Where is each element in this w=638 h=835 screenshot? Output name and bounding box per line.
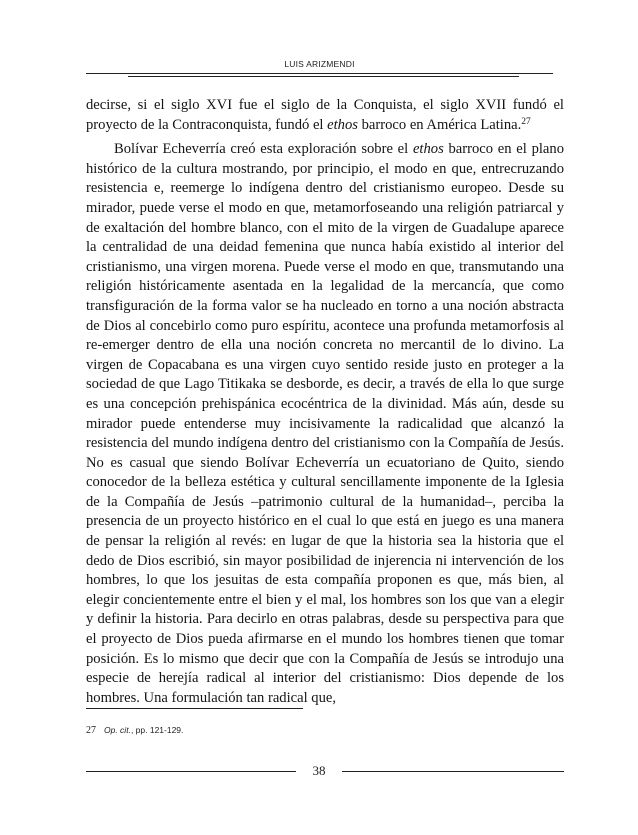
footer-rule-left — [86, 771, 296, 772]
paragraph-2-text-a: Bolívar Echeverría creó esta exploración sobre el — [114, 141, 413, 158]
footer-rule-right — [342, 771, 564, 772]
paragraph-1-emphasis: ethos — [327, 116, 358, 133]
header-rule-top — [86, 73, 553, 74]
page-number: 38 — [312, 763, 326, 778]
footnote-source: Op. cit. — [104, 725, 131, 735]
footnote-number: 27 — [86, 725, 96, 736]
running-header: LUIS ARIZMENDI — [284, 59, 355, 69]
footnote-rule — [86, 708, 303, 709]
body-text — [86, 96, 564, 708]
paragraph-2-text-b: barroco en el plano histórico de la cultura mostrando, por principio, el modo en que, entrecruzando resistencia e, reemerge lo indígena dentro del cristianismo europeo. Desde su mirador, puede verse el modo en que, metamorfoseando una religión patriarcal y de exaltación del hombre blanco, con el mito de la virgen de Guadalupe aparece la centralidad de una deidad femenina que nunca había existido al interior del cristianismo, una virgen morena. Puede verse el modo en que, transmutando una religión históricamente asentada en la legalidad de la mercancía, que como transfiguración de la forma valor se ha nucleado en torno a una noción abstracta de Dios al concebirlo como puro espíritu, acontece una profunda metamorfosis al re-emerger dentro de ella una noción concreta no mercantil de lo divino. La virgen de Copacabana es una virgen cuyo sentido reside justo en proteger a la sociedad de que Lago Titikaka se desborde, es decir, a través de ella lo que surge es una concepción prehispánica ecocéntrica de la divinidad. Más aún, desde su mirador puede entenderse muy incisivamente la radicalidad que alcanzó la resistencia del mundo indígena dentro del cristianismo con la Compañía de Jesús. No es casual que siendo Bolívar Echeverría un ecuatoriano de Quito, siendo conocedor de la belleza estética y cultural sencillamente imponente de la Iglesia de la Compañía de Jesús –patrimonio cultural de la humanidad–, perciba la presencia de un proyecto histórico en el cual lo que está en juego es una manera de pensar la religión al revés: en lugar de que la historia sea la historia que el dedo de Dios escribió, sin mayor posibilidad de injerencia ni intervención de los hombres, lo que los jesuitas de esta compañía proponen es que, más bien, al elegir concientemente entre el bien y el mal, los hombres son los que van a elegir y definir la historia. Para decirlo en otras palabras, desde su perspectiva para que el proyecto de Dios pueda afirmarse en el mundo los hombres tienen que tomar posición. Es lo mismo que decir que con la Compañía de Jesús se introdujo una especie de herejía radical al interior del cristianismo: Dios depende de los hombres. Una formulación tan radical que, — [86, 141, 565, 706]
paragraph-1-text-b: barroco en América Latina. — [357, 116, 522, 133]
footnote — [86, 725, 556, 736]
footnote-reference[interactable]: 27 — [521, 116, 531, 127]
header-rule-bottom — [128, 76, 519, 77]
paragraph-2-emphasis: ethos — [412, 141, 444, 158]
paragraph-1 — [86, 96, 564, 135]
paragraph-1-text-a: decirse, si el siglo XVI fue el siglo de la Conquista, el siglo XVII fundó el proyecto de la Contraconquista, fundó el — [86, 97, 564, 133]
footnote-pages: , pp. 121-129. — [130, 725, 184, 735]
paragraph-2 — [86, 140, 564, 708]
